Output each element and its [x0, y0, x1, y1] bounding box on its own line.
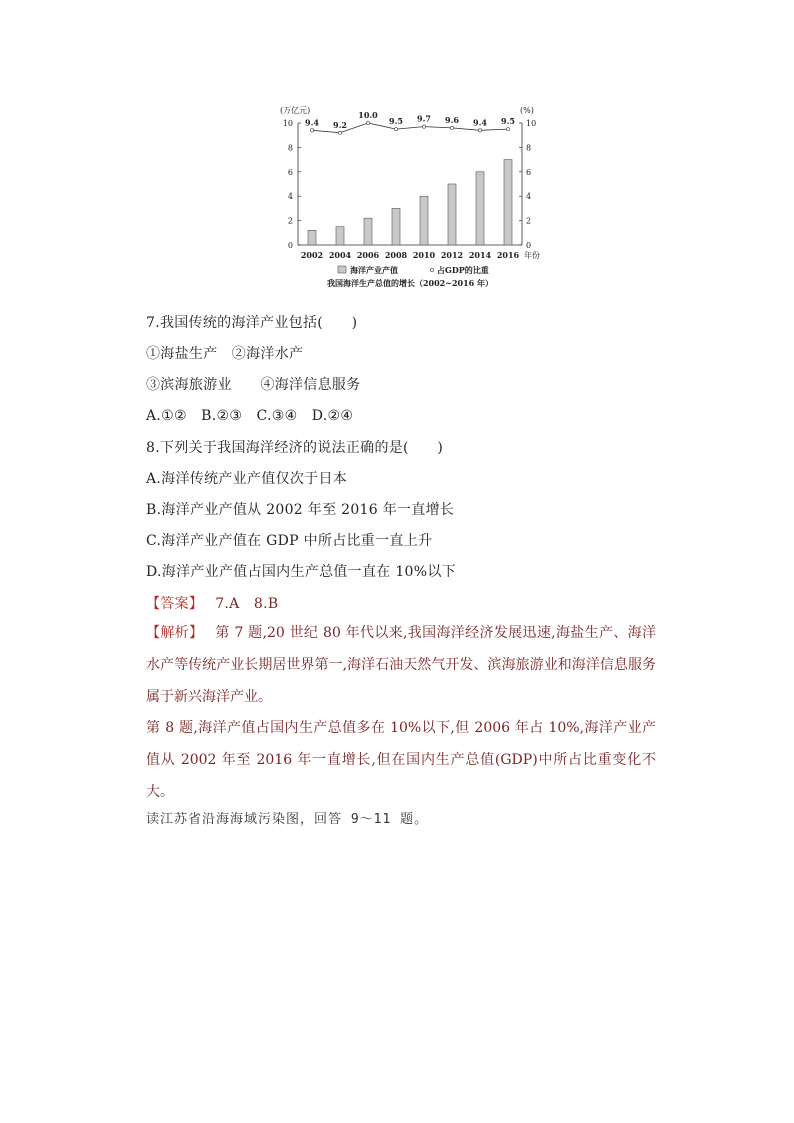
- y-tick-label-left: 0: [287, 241, 293, 250]
- gdp-share-point: [478, 129, 481, 132]
- gdp-share-point: [422, 125, 425, 128]
- bar-2002: [308, 230, 316, 245]
- answer-tag: 【答案】: [146, 596, 204, 612]
- bar-2008: [392, 208, 400, 245]
- y-tick-label-right: 2: [526, 216, 532, 226]
- bar-2016: [504, 160, 512, 245]
- analysis-text-2: 第 8 题,海洋产值占国内生产总值多在 10%以下,但 2006 年占 10%,海洋产业产值从 2002 年至 2016 年一直增长,但在国内生产总值(GDP)中所占比重变化不大。: [146, 720, 656, 800]
- gdp-share-label: 10.0: [358, 110, 378, 120]
- q7-items-1: ①海盐生产 ②海洋水产: [146, 346, 304, 362]
- q8-option-c: C.海洋产业产值在 GDP 中所占比重一直上升: [146, 533, 433, 549]
- marine-output-chart: [270, 100, 570, 300]
- gdp-share-label: 9.6: [445, 114, 459, 125]
- q7-items-2: ③滨海旅游业 ④海洋信息服务: [146, 377, 361, 393]
- gdp-share-label: 9.4: [473, 117, 487, 128]
- q8-option-b: B.海洋产业产值从 2002 年至 2016 年一直增长: [146, 502, 455, 518]
- legend-bar-label: 海洋产业产值: [350, 265, 398, 275]
- gdp-share-point: [366, 121, 369, 124]
- analysis-paragraph-1: [146, 617, 656, 713]
- x-tick-label: 2016: [496, 250, 520, 260]
- answer-line: [146, 593, 278, 613]
- x-tick-label: 2008: [384, 250, 408, 260]
- y-unit-right: (%): [520, 106, 534, 115]
- legend-line-swatch: [430, 268, 433, 271]
- chart-caption: 我国海洋生产总值的增长（2002~2016 年）: [326, 278, 494, 288]
- y-tick-label-right: 4: [526, 192, 532, 202]
- gdp-share-point: [450, 126, 453, 129]
- x-tick-label: 2014: [468, 250, 492, 260]
- x-tick-label: 2006: [356, 250, 380, 260]
- gdp-share-label: 9.4: [305, 117, 319, 128]
- y-unit-left: (万亿元): [280, 106, 311, 115]
- bar-2004: [336, 227, 344, 245]
- next-question-intro: 读江苏省沿海海域污染图，回答 9～11 题。: [146, 812, 429, 827]
- gdp-share-point: [338, 131, 341, 134]
- gdp-share-label: 9.5: [389, 116, 403, 127]
- x-tick-label: 2004: [328, 250, 352, 260]
- x-tick-label: 2010: [412, 250, 436, 260]
- bar-2006: [364, 218, 372, 245]
- y-tick-label-right: 0: [526, 241, 532, 250]
- bar-2012: [448, 184, 456, 245]
- legend-bar-swatch: [338, 266, 346, 273]
- y-tick-label-right: 6: [526, 167, 532, 177]
- legend-line-label: 占GDP的比重: [437, 265, 489, 275]
- analysis-tag: 【解析】: [146, 625, 204, 641]
- chart-axes: [298, 123, 522, 245]
- analysis-text-1: 第 7 题,20 世纪 80 年代以来,我国海洋经济发展迅速,海盐生产、海洋水产等传统产业长期居世界第一,海洋石油天然气开发、滨海旅游业和海洋信息服务属于新兴海洋产业。: [146, 625, 656, 705]
- chart-bars: [308, 160, 512, 245]
- q7-stem: 7.我国传统的海洋产业包括( ): [146, 315, 358, 331]
- bar-2010: [420, 196, 428, 245]
- y-tick-label-left: 2: [287, 216, 293, 226]
- x-unit: 年份: [524, 251, 540, 260]
- gdp-share-point: [310, 129, 313, 132]
- y-tick-label-left: 4: [287, 192, 293, 202]
- y-tick-label-right: 10: [526, 119, 537, 128]
- analysis-paragraph-2: [146, 712, 656, 808]
- gdp-share-label: 9.2: [333, 119, 347, 130]
- y-tick-label-right: 8: [526, 143, 532, 153]
- q8-stem: 8.下列关于我国海洋经济的说法正确的是( ): [146, 440, 444, 456]
- y-tick-label-left: 8: [287, 143, 293, 153]
- q8-option-a: A.海洋传统产业产值仅次于日本: [146, 471, 348, 487]
- x-tick-label: 2012: [440, 250, 464, 260]
- y-tick-label-left: 6: [287, 167, 293, 177]
- chart-labels: [280, 105, 540, 288]
- x-tick-label: 2002: [300, 250, 324, 260]
- q8-option-d: D.海洋产业产值占国内生产总值一直在 10%以下: [146, 564, 456, 580]
- q7-choices: A.①② B.②③ C.③④ D.②④: [146, 408, 354, 424]
- gdp-share-label: 9.5: [501, 116, 515, 127]
- gdp-share-point: [506, 128, 509, 131]
- answer-text: 7.A 8.B: [215, 596, 279, 612]
- bar-2014: [476, 172, 484, 245]
- gdp-share-label: 9.7: [417, 113, 431, 124]
- gdp-share-point: [394, 128, 397, 131]
- y-tick-label-left: 10: [282, 119, 293, 128]
